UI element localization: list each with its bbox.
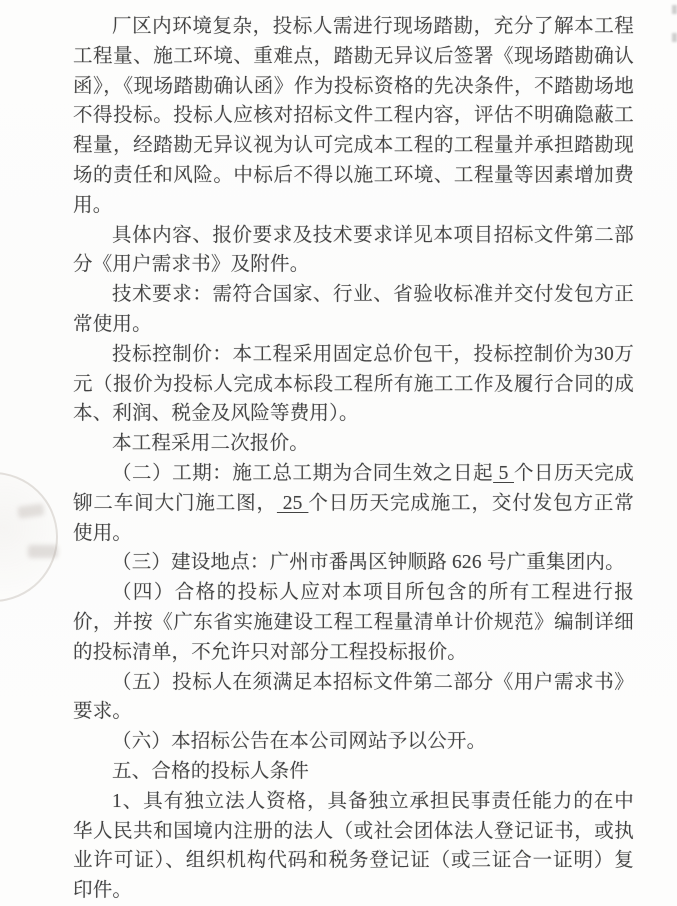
paragraph-item-five-user-requirements: （五）投标人在须满足本招标文件第二部分《用户需求书》要求。 [73, 671, 634, 723]
scan-edge-artifact [672, 5, 677, 14]
paragraph-bidder-qualification-1: 1、具有独立法人资格，具备独立承担民事责任能力的在中华人民共和国境内注册的法人（或社会团体法人登记证书，或执业许可证）、组织机构代码和税务登记证（或三证合一证明）复印件。 [73, 790, 634, 902]
paragraph-item-six-website-publication: （六）本招标公告在本公司网站予以公开。 [112, 731, 487, 753]
paragraph-item-four-full-pricing: （四）合格的投标人应对本项目所包含的所有工程进行报价，并按《广东省实施建设工程工程量清单计价规范》编制详细的投标清单，不允许只对部分工程投标报价。 [73, 582, 634, 663]
paragraph-details-reference: 具体内容、报价要求及技术要求详见本项目招标文件第二部分《用户需求书》及附件。 [73, 224, 634, 276]
period-text-segment: 个日历天完成铆二车间大门施工图， [73, 462, 634, 514]
period-days-construction-underlined: 25 [276, 492, 309, 514]
paragraph-site-survey: 厂区内环境复杂，投标人需进行现场踏勘，充分了解本工程工程量、施工环境、重难点，踏勘无异议后签署《现场踏勘确认函》，《现场踏勘确认函》作为投标资格的先决条件，不踏勘场地不得投标。投标人应核对招标文件工程内容，评估不明确隐蔽工程量，经踏勘无异议视为认可完成本工程的工程量并承担踏勘现场的责任和风险。中标后不得以施工环境、工程量等因素增加费用。 [73, 16, 634, 216]
period-text-segment: （二）工期：施工总工期为合同生效之日起 [112, 462, 494, 484]
paragraph-construction-period [73, 459, 634, 548]
document-text-block [73, 12, 634, 906]
heading-section-five-qualified-bidders: 五、合格的投标人条件 [112, 760, 310, 782]
scan-edge-artifact [672, 33, 677, 42]
seal-ink-smudge [28, 545, 58, 558]
period-days-design-underlined: 5 [493, 462, 514, 484]
paragraph-bid-control-price: 投标控制价：本工程采用固定总价包干，投标控制价为30万元（报价为投标人完成本标段工程所有施工工作及履行合同的成本、利润、税金及风险等费用）。 [73, 343, 634, 425]
paragraph-second-quotation: 本工程采用二次报价。 [112, 433, 310, 455]
paragraph-construction-site: （三）建设地点：广州市番禺区钟顺路 626 号广重集团内。 [112, 552, 625, 574]
period-text-segment: 个日历天完成施工，交付发包方正常使用。 [73, 492, 634, 544]
seal-stamp [0, 460, 70, 614]
paragraph-technical-requirements: 技术要求：需符合国家、行业、省验收标准并交付发包方正常使用。 [73, 284, 634, 335]
